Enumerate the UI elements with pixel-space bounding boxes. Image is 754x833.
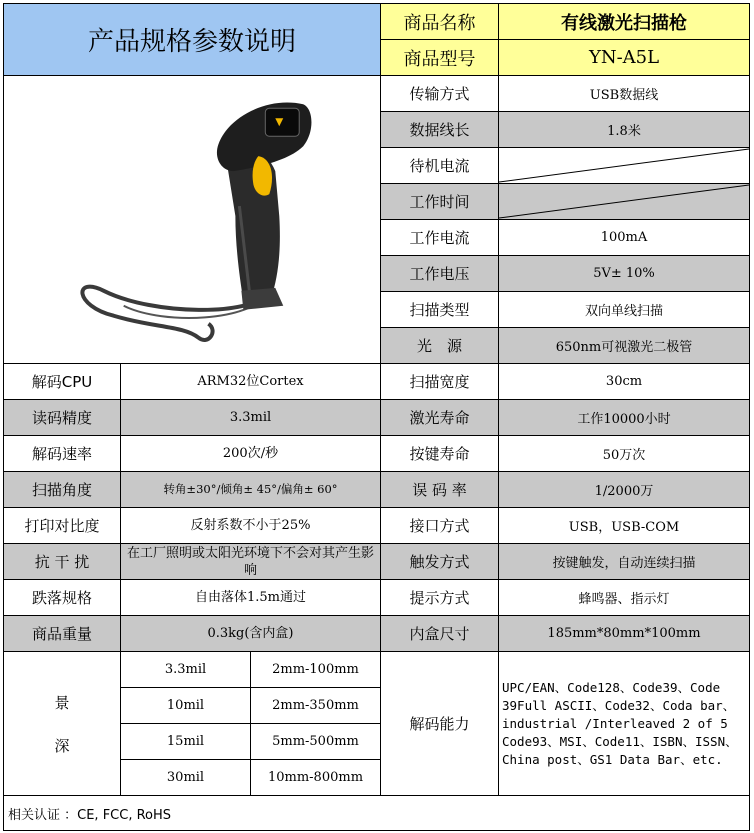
spec-label: 抗 干 扰 xyxy=(4,544,121,580)
spec-label: 提示方式 xyxy=(381,580,499,616)
spec-label: 激光寿命 xyxy=(381,400,499,436)
spec-value: 在工厂照明或太阳光环境下不会对其产生影响 xyxy=(121,544,381,580)
spec-value: 5V± 10% xyxy=(499,256,750,292)
spec-value xyxy=(499,148,750,184)
depth-mil: 30mil xyxy=(121,760,251,796)
spec-label: 解码速率 xyxy=(4,436,121,472)
spec-value: 双向单线扫描 xyxy=(499,292,750,328)
decode-capability-value: UPC/EAN、Code128、Code39、Code 39Full ASCII、Code32、Coda bar、industrial /Interleaved 2 of 5 Code93、MSI、Code11、ISBN、ISSN、China post、GS1 Data Bar、etc. xyxy=(499,652,750,796)
depth-mil: 10mil xyxy=(121,688,251,724)
depth-range: 2mm-100mm xyxy=(251,652,381,688)
spec-value: 185mm*80mm*100mm xyxy=(499,616,750,652)
spec-value xyxy=(499,184,750,220)
depth-mil: 3.3mil xyxy=(121,652,251,688)
product-model-value: YN-A5L xyxy=(499,40,750,76)
spec-label: 传输方式 xyxy=(381,76,499,112)
spec-label: 触发方式 xyxy=(381,544,499,580)
spec-label: 内盒尺寸 xyxy=(381,616,499,652)
certification: 相关认证 ：CE, FCC, RoHS xyxy=(4,796,750,830)
spec-value: 1.8米 xyxy=(499,112,750,148)
spec-label: 光 源 xyxy=(381,328,499,364)
spec-value: 按键触发，自动连续扫描 xyxy=(499,544,750,580)
spec-label: 工作电流 xyxy=(381,220,499,256)
depth-label-top: 景 xyxy=(54,693,70,712)
page-title: 产品规格参数说明 xyxy=(4,4,381,76)
spec-label: 解码CPU xyxy=(4,364,121,400)
not-applicable-slash xyxy=(499,148,749,183)
product-name-value: 有线激光扫描枪 xyxy=(499,4,750,40)
product-name-label: 商品名称 xyxy=(381,4,499,40)
spec-sheet xyxy=(3,3,750,831)
spec-label: 数据线长 xyxy=(381,112,499,148)
spec-label: 按键寿命 xyxy=(381,436,499,472)
spec-value: 1/2000万 xyxy=(499,472,750,508)
spec-value: 自由落体1.5m通过 xyxy=(121,580,381,616)
spec-label: 打印对比度 xyxy=(4,508,121,544)
spec-value: 100mA xyxy=(499,220,750,256)
depth-of-field-label xyxy=(4,652,121,796)
spec-label: 跌落规格 xyxy=(4,580,121,616)
depth-mil: 15mil xyxy=(121,724,251,760)
depth-label-bottom: 深 xyxy=(54,736,70,755)
spec-label: 商品重量 xyxy=(4,616,121,652)
spec-value: 蜂鸣器、指示灯 xyxy=(499,580,750,616)
spec-value: 3.3mil xyxy=(121,400,381,436)
spec-label: 读码精度 xyxy=(4,400,121,436)
spec-label: 工作时间 xyxy=(381,184,499,220)
spec-label: 扫描角度 xyxy=(4,472,121,508)
spec-value: 反射系数不小于25% xyxy=(121,508,381,544)
not-applicable-slash xyxy=(499,184,749,219)
spec-value: 0.3kg(含内盒) xyxy=(121,616,381,652)
spec-label: 待机电流 xyxy=(381,148,499,184)
spec-value: ARM32位Cortex xyxy=(121,364,381,400)
spec-value: USB数据线 xyxy=(499,76,750,112)
spec-label: 误 码 率 xyxy=(381,472,499,508)
product-image xyxy=(4,76,381,364)
spec-value: 50万次 xyxy=(499,436,750,472)
product-model-label: 商品型号 xyxy=(381,40,499,76)
depth-range: 5mm-500mm xyxy=(251,724,381,760)
spec-label: 扫描类型 xyxy=(381,292,499,328)
spec-value: 200次/秒 xyxy=(121,436,381,472)
spec-label: 扫描宽度 xyxy=(381,364,499,400)
spec-value: 工作10000小时 xyxy=(499,400,750,436)
spec-value: USB，USB-COM xyxy=(499,508,750,544)
spec-value: 30cm xyxy=(499,364,750,400)
decode-capability-label: 解码能力 xyxy=(381,652,499,796)
depth-range: 2mm-350mm xyxy=(251,688,381,724)
barcode-scanner-icon xyxy=(4,76,380,364)
spec-value: 650nm可视激光二极管 xyxy=(499,328,750,364)
spec-value: 转角±30°/倾角± 45°/偏角± 60° xyxy=(121,472,381,508)
spec-label: 接口方式 xyxy=(381,508,499,544)
depth-range: 10mm-800mm xyxy=(251,760,381,796)
spec-label: 工作电压 xyxy=(381,256,499,292)
